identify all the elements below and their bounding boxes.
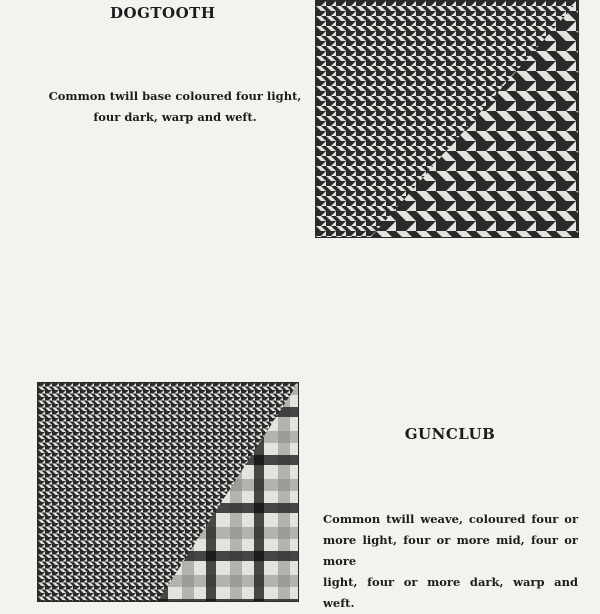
gunclub-description-line: light, four or more dark, warp and weft. [323, 575, 578, 610]
dogtooth-title: DOGTOOTH [110, 4, 216, 22]
dogtooth-description-line: four dark, warp and weft. [93, 110, 257, 124]
dogtooth-description [30, 86, 320, 128]
gunclub-description-line: Common twill weave, coloured four or [323, 512, 578, 526]
dogtooth-description-line: Common twill base coloured four light, [48, 89, 302, 103]
dogtooth-swatch-icon [315, 0, 579, 238]
gunclub-description [323, 509, 578, 614]
gunclub-swatch-icon [37, 382, 299, 602]
gunclub-description-line: more light, four or more mid, four or more [323, 533, 578, 568]
gunclub-title: GUNCLUB [404, 425, 496, 443]
